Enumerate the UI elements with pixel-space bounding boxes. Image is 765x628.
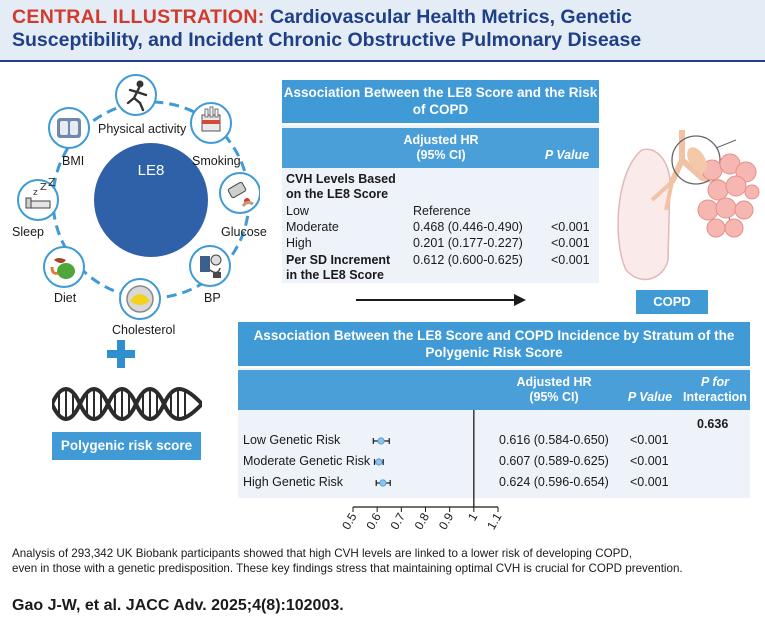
table1-title: Association Between the LE8 Score and the Risk of COPD [282, 80, 599, 123]
x-tick-label: 0.7 [387, 510, 408, 532]
table2-col-hr-line-2: (95% CI) [529, 390, 579, 404]
table1-increment-label-1: Per SD Increment [286, 253, 391, 267]
table1-increment-hr: 0.612 (0.600-0.625) [413, 253, 523, 267]
forest-row-hr: 0.607 (0.589-0.625) [499, 454, 609, 468]
table2-col-p: P Value [627, 390, 673, 404]
x-tick-label: 1.1 [484, 510, 505, 532]
table1-col-p: P Value [544, 148, 590, 162]
header-line-1 [12, 6, 755, 29]
table2-title-line-1: Association Between the LE8 Score and COPD Incidence by Stratum of the [253, 328, 735, 343]
header-rule [0, 60, 765, 62]
sleep-icon [18, 176, 58, 220]
x-tick-label: 0.6 [363, 510, 384, 532]
metric-label-bmi: BMI [62, 154, 85, 168]
table1-row-hr: Reference [413, 204, 471, 218]
table1-increment-p: <0.001 [551, 253, 590, 267]
forest-row-p: <0.001 [630, 454, 669, 468]
metric-label-diet: Diet [54, 291, 77, 305]
forest-row-label: Moderate Genetic Risk [243, 454, 371, 468]
table1-group-label-1: CVH Levels Based [286, 172, 396, 186]
svg-text:z: z [33, 188, 38, 198]
copd-label: COPD [636, 290, 708, 314]
metric-label-bp: BP [204, 291, 221, 305]
title-line-2: Susceptibility, and Incident Chronic Obstructive Pulmonary Disease [12, 29, 642, 51]
x-tick-label: 0.5 [339, 510, 360, 532]
x-tick-label: 1 [464, 510, 481, 524]
smoking-icon [191, 103, 231, 143]
le8-ring [0, 70, 260, 330]
table1-increment-label-2: in the LE8 Score [286, 268, 384, 282]
table1-col-hr: Adjusted HR (95% CI) [403, 133, 479, 162]
forest-row-hr: 0.616 (0.584-0.650) [499, 433, 609, 447]
table2-col-interaction-line-2: Interaction [683, 390, 747, 404]
diet-icon [44, 247, 84, 287]
table2-col-interaction-line-1: P for [700, 375, 729, 389]
arrow-head [514, 294, 526, 306]
physical-activity-icon [116, 75, 156, 115]
central-illustration-label: CENTRAL ILLUSTRATION: [12, 6, 265, 28]
x-tick-label: 0.9 [435, 510, 457, 532]
metric-label-glucose: Glucose [221, 225, 267, 239]
le8-center-label: LE8 [137, 162, 165, 179]
summary-text [12, 546, 683, 576]
polygenic-risk-score-label: Polygenic risk score [52, 432, 201, 460]
table1-row-hr: 0.468 (0.446-0.490) [413, 220, 523, 234]
lungs-illustration [612, 120, 760, 290]
forest-row-p: <0.001 [630, 433, 669, 447]
plus-sign [107, 340, 135, 368]
table1-row-p: <0.001 [551, 236, 590, 250]
citation: Gao J-W, et al. JACC Adv. 2025;4(8):102003. [12, 597, 344, 614]
header [0, 0, 765, 60]
x-tick-label: 0.8 [411, 510, 433, 532]
svg-text:Z: Z [40, 182, 47, 193]
bp-icon [190, 246, 230, 286]
arrow-line [356, 299, 516, 301]
svg-text:Z: Z [48, 176, 56, 189]
dna-icon [52, 382, 202, 426]
interaction-p-value: 0.636 [697, 417, 729, 431]
table2-title-line-2: Polygenic Risk Score [425, 345, 563, 360]
metric-label-cholesterol: Cholesterol [112, 323, 176, 337]
cholesterol-icon [120, 279, 160, 319]
bmi-icon [49, 108, 89, 148]
forest-row-hr: 0.624 (0.596-0.654) [499, 475, 609, 489]
table1-row-hr: 0.201 (0.177-0.227) [413, 236, 523, 250]
summary-line-2: even in those with a genetic predisposition. These key findings stress that maintaining optimal CVH is crucial for COPD prevention. [12, 562, 683, 575]
table1-group-label-2: on the LE8 Score [286, 187, 389, 201]
table1-row-p: <0.001 [551, 220, 590, 234]
forest-row-label: High Genetic Risk [243, 475, 344, 489]
table1-row-label: Moderate [286, 220, 339, 234]
forest-row-p: <0.001 [630, 475, 669, 489]
summary-line-1: Analysis of 293,342 UK Biobank participants showed that high CVH levels are linked to a lower risk of developing COPD, [12, 547, 632, 560]
forest-row-label: Low Genetic Risk [243, 433, 341, 447]
glucose-icon [220, 173, 260, 213]
metric-label-physical-activity: Physical activity [98, 122, 187, 136]
table1-row-label: Low [286, 204, 309, 218]
table2-col-interaction [680, 375, 750, 405]
table1-row-label: High [286, 236, 312, 250]
table2-title [238, 322, 750, 366]
metric-label-sleep: Sleep [12, 225, 44, 239]
metric-label-smoking: Smoking [192, 154, 241, 168]
table2-col-hr-line-1: Adjusted HR [516, 375, 592, 389]
title-line-1: Cardiovascular Health Metrics, Genetic [269, 6, 632, 28]
table2-col-hr [494, 375, 614, 405]
